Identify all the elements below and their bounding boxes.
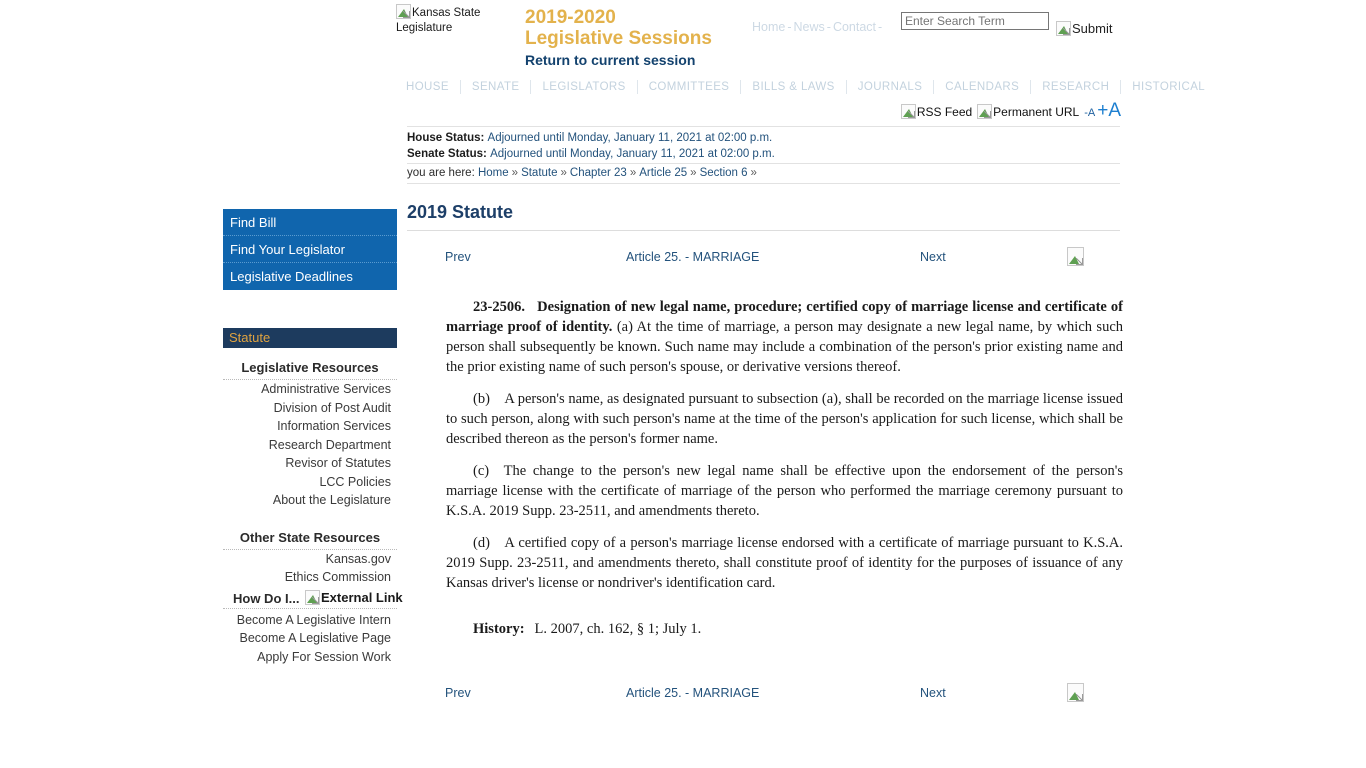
submit-alt-text: Submit <box>1072 21 1113 36</box>
sidebar-item-find-your-legislator[interactable]: Find Your Legislator <box>223 236 397 263</box>
history-label: History: <box>473 621 525 637</box>
session-title: Legislative Sessions <box>525 28 712 49</box>
breadcrumb-item-article[interactable]: Article 25 <box>639 167 688 179</box>
rss-icon <box>901 104 916 119</box>
statute-history <box>446 619 1123 639</box>
breadcrumb-item-section[interactable]: Section 6 <box>699 167 748 179</box>
sidebar-section-title-how-do-i: How Do I... <box>233 590 300 606</box>
broken-image-icon <box>396 4 411 19</box>
history-value: L. 2007, ch. 162, § 1; July 1. <box>534 621 702 637</box>
external-link-icon <box>305 590 320 605</box>
sidebar-link-about-the-legislature[interactable]: About the Legislature <box>272 493 391 507</box>
sidebar-link-lcc-policies[interactable]: LCC Policies <box>319 474 391 489</box>
utility-link-contact[interactable]: Contact <box>832 20 877 34</box>
breadcrumb-item-home[interactable]: Home <box>477 167 509 179</box>
statute-paragraph-d: (d) A certified copy of a person's marriage license endorsed with a certificate of marriage pursuant to K.S.A. 2019 Supp. 23-2511, and amendments thereto, shall constitute proof of identity for the purposes of issuance of any Kansas driver's license or nondriver's identification card. <box>446 535 1123 591</box>
breadcrumb-sep-5: » <box>750 167 757 179</box>
sidebar-link-become-a-legislative-page[interactable]: Become A Legislative Page <box>239 631 391 645</box>
sidebar-how-do-i-items <box>223 609 397 667</box>
page-tools <box>901 100 1121 121</box>
nav-item-bills-and-laws[interactable]: BILLS & LAWS <box>741 80 846 94</box>
statute-title: Designation of new legal name, procedure; certified copy of marriage license and certificate of marriage proof of identity. <box>446 299 1123 335</box>
statute-paragraph-a <box>446 297 1123 377</box>
sidebar-item-legislative-deadlines[interactable]: Legislative Deadlines <box>230 269 353 284</box>
senate-status-row <box>407 146 1120 162</box>
title-divider <box>407 230 1120 231</box>
sidebar-link-become-a-legislative-intern[interactable]: Become A Legislative Intern <box>236 612 391 627</box>
permanent-url-link[interactable] <box>977 103 1079 120</box>
search-submit-button[interactable] <box>1056 20 1112 38</box>
permanent-url-label: Permanent URL <box>993 105 1080 119</box>
sidebar-statute-header: Statute <box>223 328 397 348</box>
main-content <box>407 200 1124 715</box>
page-title: 2019 Statute <box>407 202 514 222</box>
breadcrumb-sep-1: » <box>511 167 519 179</box>
utility-sep-3: - <box>878 20 883 34</box>
sidebar-link-ethics-commission[interactable]: Ethics Commission <box>284 570 391 584</box>
sidebar-section-title-other-state-resources: Other State Resources <box>223 528 397 550</box>
site-logo[interactable] <box>396 4 516 35</box>
nav-item-research[interactable]: RESEARCH <box>1031 80 1121 94</box>
font-decrease-button[interactable]: -A <box>1084 107 1096 119</box>
document-icon <box>1067 683 1084 702</box>
sidebar-link-administrative-services[interactable]: Administrative Services <box>261 382 391 396</box>
sidebar-other-state-resources <box>223 528 397 587</box>
sidebar-how-do-i-header <box>223 589 403 609</box>
senate-status-label: Senate Status: <box>407 148 487 160</box>
utility-links <box>752 20 884 34</box>
breadcrumb-sep-2: » <box>560 167 567 179</box>
next-link-top[interactable]: Next <box>920 250 946 264</box>
link-icon <box>977 104 992 119</box>
print-document-link-top[interactable] <box>1067 247 1085 266</box>
breadcrumb-sep-3: » <box>629 167 637 179</box>
logo-alt-text: Kansas State Legislature <box>396 7 481 34</box>
rss-feed-label: RSS Feed <box>916 105 973 119</box>
return-to-current-session-link[interactable]: Return to current session <box>525 52 696 68</box>
chamber-status-box <box>407 130 1120 162</box>
breadcrumb-sep-4: » <box>690 167 697 179</box>
font-increase-button[interactable]: +A <box>1097 100 1121 121</box>
external-link-alt-text: External Link <box>321 589 403 605</box>
utility-sep-2: - <box>826 20 831 34</box>
statute-number: 23-2506. <box>473 299 525 315</box>
sidebar-link-division-of-post-audit[interactable]: Division of Post Audit <box>273 400 391 415</box>
sidebar-legislative-resources <box>223 358 397 510</box>
rss-feed-link[interactable] <box>901 103 972 120</box>
article-link-bottom[interactable]: Article 25. - MARRIAGE <box>626 686 760 700</box>
sidebar-section-title-legislative-resources: Legislative Resources <box>223 358 397 380</box>
document-icon <box>1067 247 1084 266</box>
breadcrumb-divider <box>407 183 1120 184</box>
prev-link-bottom[interactable]: Prev <box>445 686 471 700</box>
statute-paragraph-c: (c) The change to the person's new legal name shall be effective upon the endorsement of the person's marriage license with the certificate of marriage of the person who performed the marriage ceremony pursuant to K.S.A. 2019 Supp. 23-2511, and amendments thereto. <box>446 463 1123 519</box>
nav-item-calendars[interactable]: CALENDARS <box>934 80 1031 94</box>
nav-item-house[interactable]: HOUSE <box>398 80 461 94</box>
utility-link-home[interactable]: Home <box>752 20 786 34</box>
senate-status-value: Adjourned until Monday, January 11, 2021 at 02:00 p.m. <box>490 148 775 160</box>
next-link-bottom[interactable]: Next <box>920 686 946 700</box>
external-link-broken-image[interactable] <box>305 590 403 605</box>
sidebar-item-find-bill[interactable]: Find Bill <box>223 209 397 236</box>
sidebar-link-apply-for-session-work[interactable]: Apply For Session Work <box>257 649 391 664</box>
house-status-row <box>407 130 1120 146</box>
breadcrumb-item-statute[interactable]: Statute <box>521 167 558 179</box>
breadcrumb-item-chapter[interactable]: Chapter 23 <box>569 167 627 179</box>
statute-nav-bottom <box>407 685 1120 715</box>
sidebar-link-revisor-of-statutes[interactable]: Revisor of Statutes <box>285 456 391 470</box>
nav-item-committees[interactable]: COMMITTEES <box>638 80 742 94</box>
print-document-link-bottom[interactable] <box>1067 683 1085 702</box>
house-status-value: Adjourned until Monday, January 11, 2021 at 02:00 p.m. <box>487 132 773 144</box>
sidebar-link-research-department[interactable]: Research Department <box>268 437 391 452</box>
broken-image-icon <box>1056 21 1071 36</box>
statute-paragraph-b: (b) A person's name, as designated pursuant to subsection (a), shall be recorded on the marriage license issued to such person, along with such person's name at the time of the person's application for such license, which shall be described thereon as the person's former name. <box>446 391 1123 447</box>
breadcrumb <box>407 166 760 180</box>
session-banner <box>525 7 712 70</box>
nav-item-journals[interactable]: JOURNALS <box>847 80 935 94</box>
statute-body-a: (a) At the time of marriage, a person may designate a new legal name, by which such person shall subsequently be known. Such name may include a combination of the person's prior existing name and the prior existing name of such person's spouse, or derivative versions thereof. <box>446 319 1124 375</box>
site-header <box>0 0 1366 72</box>
house-status-label: House Status: <box>407 132 485 144</box>
nav-item-historical[interactable]: HISTORICAL <box>1132 81 1206 93</box>
statute-nav-top <box>407 249 1120 279</box>
utility-sep-1: - <box>787 20 792 34</box>
sidebar <box>223 209 403 666</box>
main-navigation <box>398 80 1206 100</box>
search-input[interactable] <box>901 12 1049 30</box>
sidebar-link-kansas-gov[interactable]: Kansas.gov <box>325 551 391 566</box>
breadcrumb-prefix: you are here: <box>407 167 475 179</box>
header-divider <box>407 126 1120 127</box>
article-link-top[interactable]: Article 25. - MARRIAGE <box>626 250 760 264</box>
prev-link-top[interactable]: Prev <box>445 250 471 264</box>
sidebar-quick-links <box>223 209 397 290</box>
nav-item-senate[interactable]: SENATE <box>461 80 532 94</box>
utility-link-news[interactable]: News <box>793 20 825 34</box>
nav-item-legislators[interactable]: LEGISLATORS <box>531 80 637 94</box>
sidebar-link-information-services[interactable]: Information Services <box>277 419 391 433</box>
status-divider <box>407 163 1120 164</box>
statute-text <box>446 297 1123 593</box>
session-years: 2019-2020 <box>525 7 616 28</box>
